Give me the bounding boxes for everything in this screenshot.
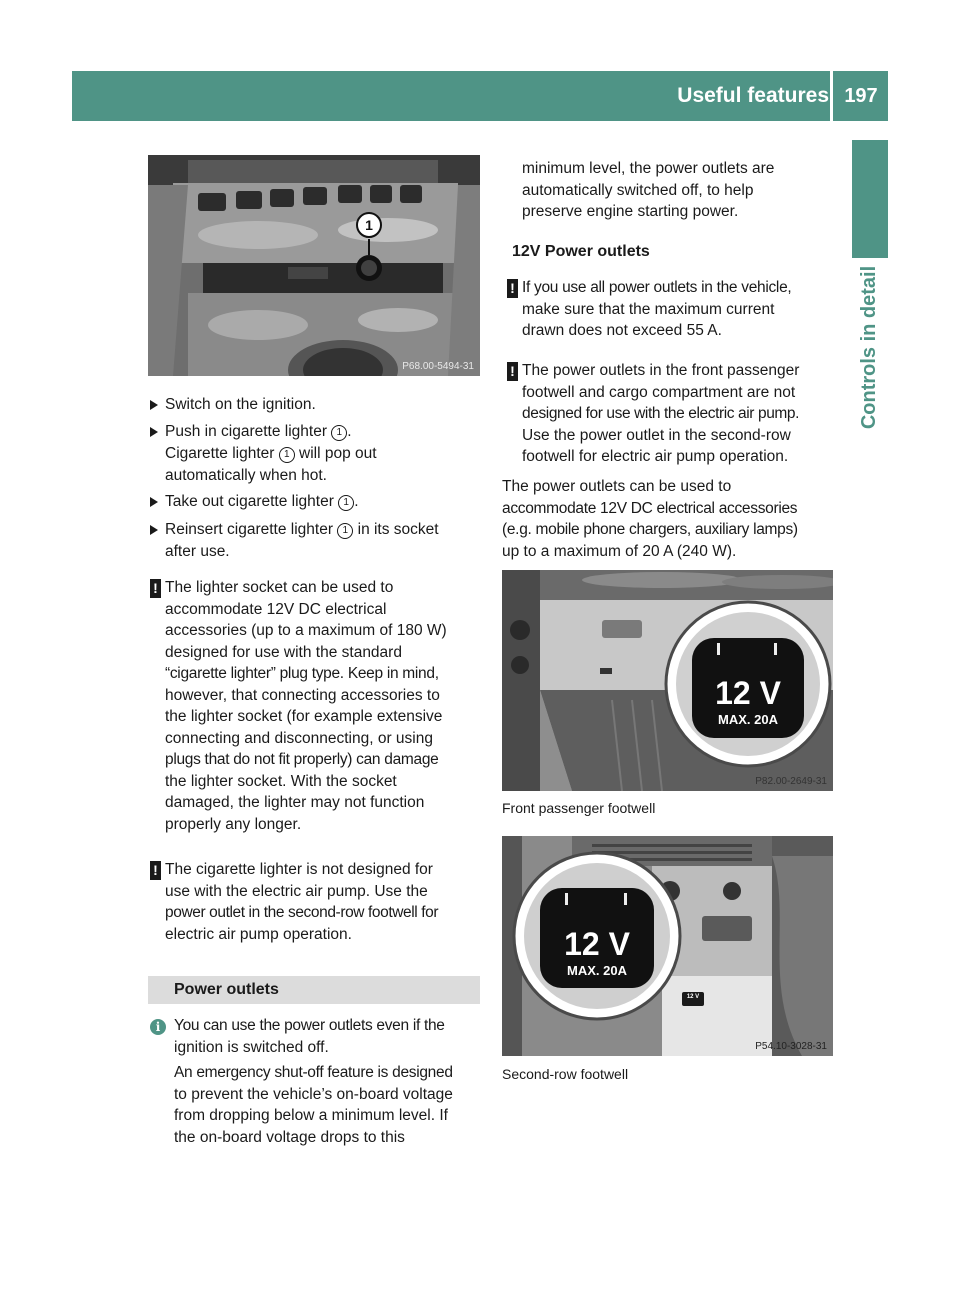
info-shutoff: An emergency shut-off feature is designed to prevent the vehicle’s on-board voltage from dropping below a minimum level. If the on-board voltage drops to this <box>174 1064 453 1146</box>
step-1: Switch on the ignition. <box>165 396 316 413</box>
callout-1-icon: 1 <box>338 495 354 511</box>
step-arrow-icon <box>150 497 158 507</box>
warning-air-pump: The cigarette lighter is not designed for use with the electric air pump. Use the power outlet in the second-row footwell for electric air pump operation. <box>165 861 439 943</box>
socket-label-sub: MAX. 20A <box>567 963 627 978</box>
header-divider <box>830 71 833 121</box>
step-arrow-icon <box>150 525 158 535</box>
caption-front-passenger: Front passenger footwell <box>502 800 656 816</box>
photo-code: P82.00-2649-31 <box>755 776 827 787</box>
side-tab-block <box>852 140 888 258</box>
step-2: Push in cigarette lighter 1 . <box>165 423 352 440</box>
photo-code: P68.00-5494-31 <box>402 361 474 372</box>
callout-1-icon: 1 <box>279 447 295 463</box>
step-2-detail-cont: automatically when hot. <box>165 467 327 484</box>
power-outlets-paragraph: The power outlets can be used to accommodate 12V DC electrical accessories (e.g. mobile phone chargers, auxiliary lamps) up to a maximum of 20 A (240 W). <box>502 478 798 560</box>
warning-max-current: If you use all power outlets in the vehicle, make sure that the maximum current drawn does not exceed 55 A. <box>522 279 792 339</box>
socket-label-main: 12 V <box>564 926 630 962</box>
photo-code: P54.10-3028-31 <box>755 1041 827 1052</box>
warning-icon: ! <box>150 861 161 880</box>
warning-front-outlets: The power outlets in the front passenger footwell and cargo compartment are not designed for use with the electric air pump. Use the power outlet in the second-row footwell for electric air pump operation. <box>522 362 800 465</box>
warning-lighter-socket: The lighter socket can be used to accommodate 12V DC electrical accessories (up to a maximum of 180 W) designed for use with the standard “cigarette lighter” plug type. Keep in mind, however, that connecting accessories to the lighter socket (for example extensive connecting and disconnecting, or using plugs that do not fit properly) can damage the lighter socket. With the socket damaged, the lighter may not function properly any longer. <box>165 579 447 833</box>
step-arrow-icon <box>150 400 158 410</box>
step-arrow-icon <box>150 427 158 437</box>
photo-front-passenger-footwell <box>502 570 833 791</box>
step-4: Reinsert cigarette lighter 1 in its socket <box>165 521 439 538</box>
step-4-cont: after use. <box>165 543 230 560</box>
section-title: Power outlets <box>174 981 279 998</box>
svg-text:1: 1 <box>365 217 373 233</box>
socket-label-sub: MAX. 20A <box>718 712 778 727</box>
subheading-12v: 12V Power outlets <box>512 243 650 260</box>
photo-cigarette-lighter <box>148 155 480 376</box>
side-tab-label: Controls in detail <box>858 265 881 429</box>
callout-1-icon: 1 <box>337 523 353 539</box>
shutoff-continued: minimum level, the power outlets are automatically switched off, to help preserve engine starting power. <box>522 160 775 220</box>
photo-second-row-footwell <box>502 836 833 1056</box>
info-icon: i <box>150 1019 166 1035</box>
warning-icon: ! <box>150 579 161 598</box>
warning-icon: ! <box>507 279 518 298</box>
caption-second-row: Second-row footwell <box>502 1066 629 1082</box>
info-power-outlets: You can use the power outlets even if the ignition is switched off. <box>174 1017 445 1056</box>
callout-1-icon: 1 <box>331 425 347 441</box>
step-2-detail: Cigarette lighter 1 will pop out <box>165 445 377 462</box>
socket-label-main: 12 V <box>715 675 781 711</box>
warning-icon: ! <box>507 362 518 381</box>
page-number: 197 <box>844 85 878 107</box>
header-title: Useful features <box>677 84 829 107</box>
step-3: Take out cigarette lighter 1 . <box>165 493 359 510</box>
small-socket-label: 12 V <box>686 994 700 1000</box>
